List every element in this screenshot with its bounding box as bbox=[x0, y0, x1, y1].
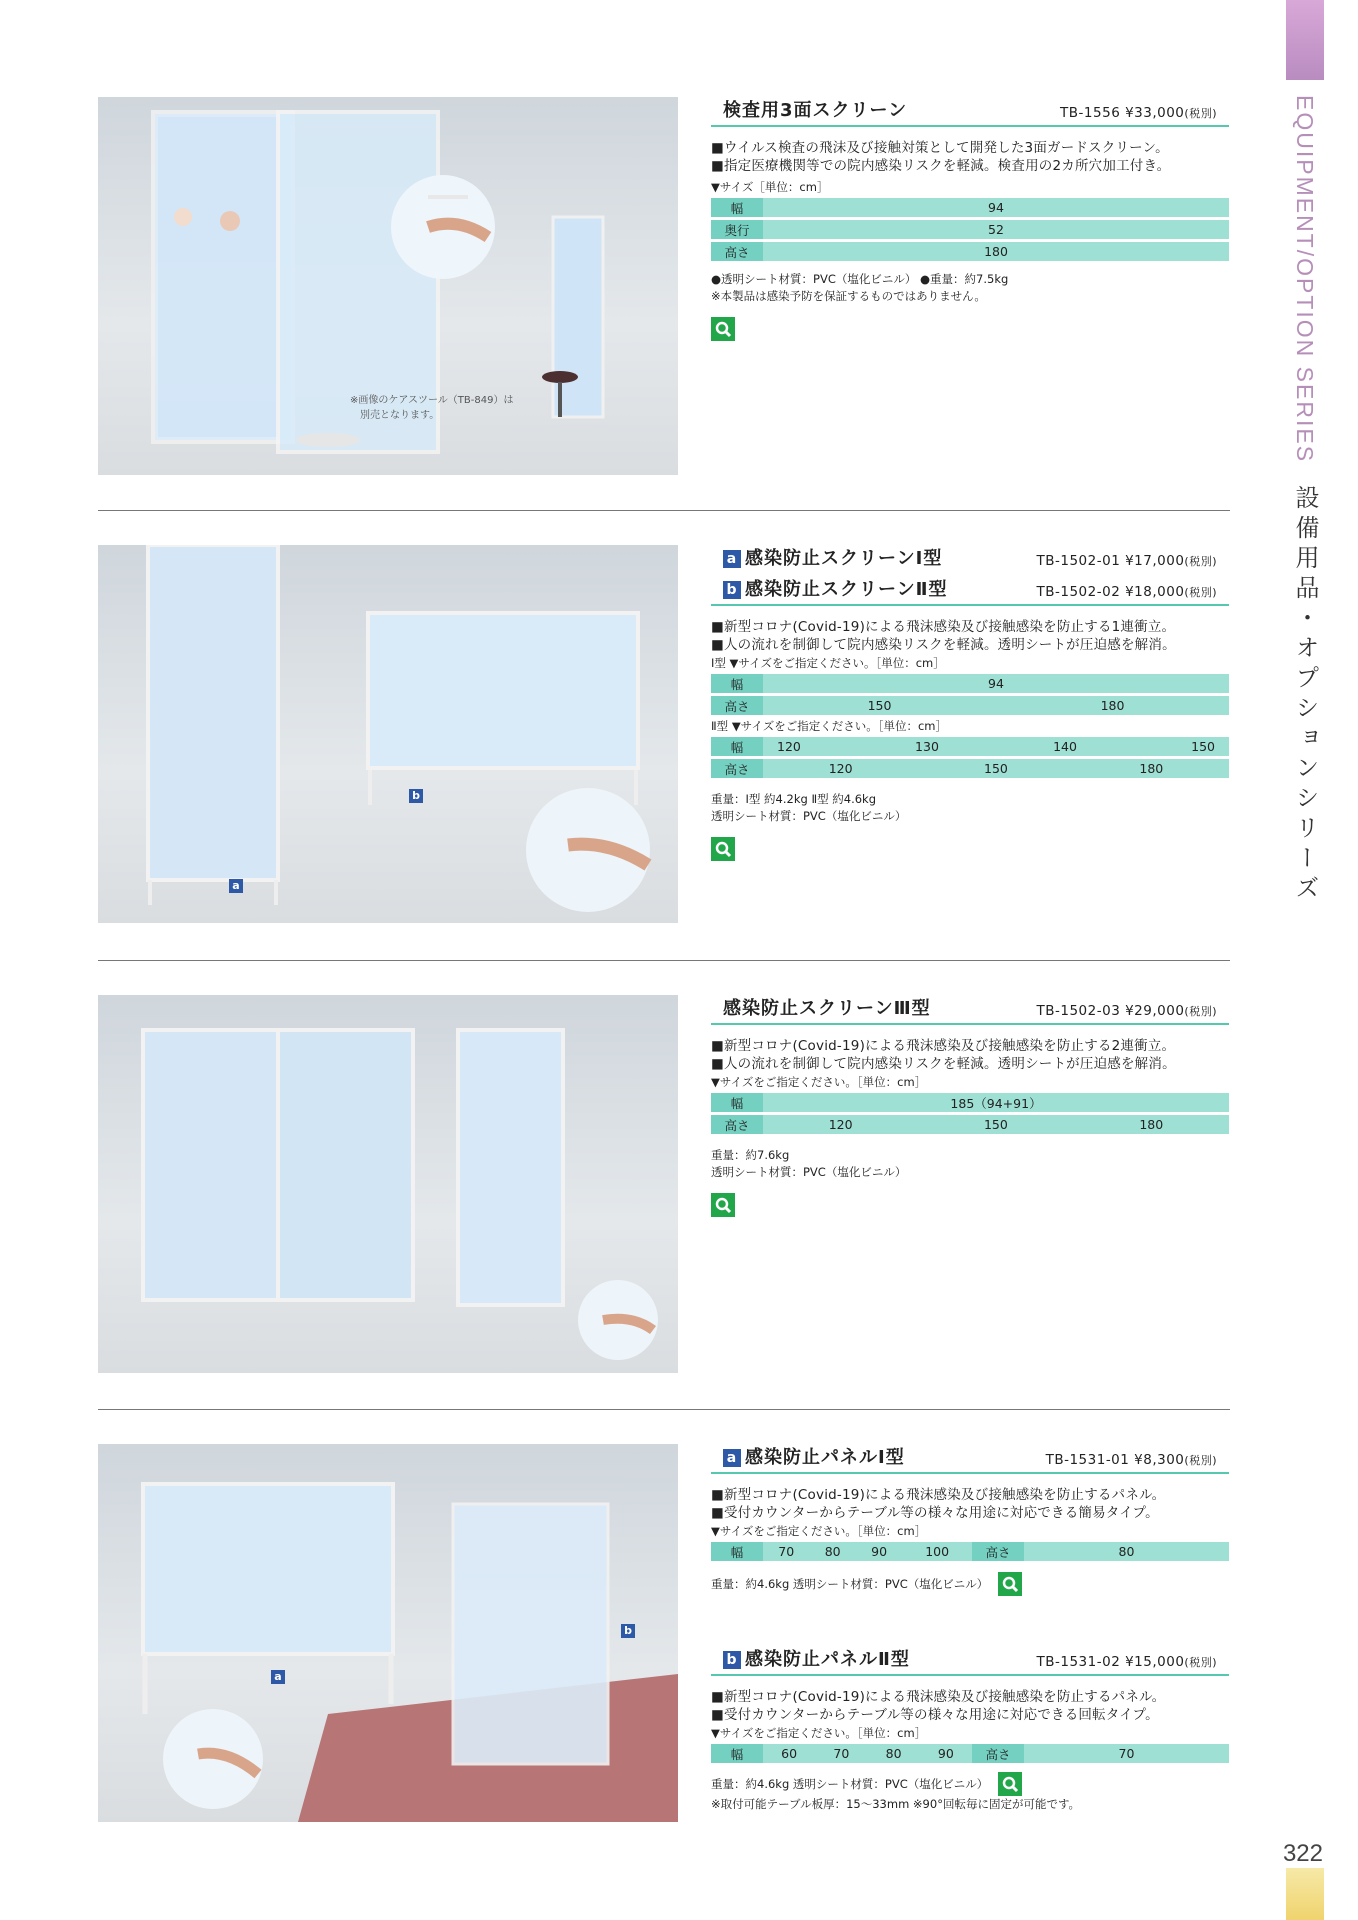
product-title: 検査用3面スクリーン bbox=[723, 100, 908, 121]
code-text: TB-1556 ¥33,000 bbox=[1060, 105, 1185, 121]
row-label: 高さ bbox=[972, 1542, 1024, 1561]
title-row bbox=[711, 1646, 1229, 1676]
desc-line: ■指定医療機関等での院内感染リスクを軽減。検査用の2カ所穴加工付き。 bbox=[711, 158, 1171, 174]
weight: 重量：約7.6kg bbox=[711, 1148, 790, 1162]
product-title-a bbox=[723, 544, 942, 570]
row-label: 幅 bbox=[711, 1093, 763, 1112]
spec-text: 重量：約4.6kg 透明シート材質：PVC（塩化ビニル） bbox=[711, 1776, 989, 1791]
product-screen-type-1-2 bbox=[711, 545, 1229, 865]
badge-b: b bbox=[723, 1651, 741, 1669]
product-description bbox=[711, 1486, 1229, 1522]
desc-line: ■ウイルス検査の飛沫及び接触対策として開発した3面ガードスクリーン。 bbox=[711, 140, 1169, 156]
table-row bbox=[711, 1115, 1229, 1134]
photo-badge-b: b bbox=[621, 1624, 635, 1638]
row-value: 180 bbox=[1074, 759, 1229, 778]
size-label: ▼サイズ［単位：cm］ bbox=[711, 180, 829, 194]
cell: 90 bbox=[920, 1744, 972, 1763]
table-row bbox=[711, 674, 1229, 693]
cell: 80 bbox=[1024, 1542, 1229, 1561]
table-row bbox=[711, 1744, 1229, 1763]
sidebar-bottom-bar bbox=[1286, 1868, 1324, 1920]
desc-line: ■新型コロナ(Covid-19)による飛沫感染及び接触感染を防止する2連衝立。 bbox=[711, 1038, 1176, 1054]
row-value: 94 bbox=[763, 674, 1229, 693]
size-label-type1: Ⅰ型 ▼サイズをご指定ください。［単位：cm］ bbox=[711, 656, 945, 670]
cell: 80 bbox=[809, 1542, 855, 1561]
cell: 120 bbox=[777, 739, 801, 754]
table-row bbox=[711, 737, 1229, 756]
desc-line: ■新型コロナ(Covid-19)による飛沫感染及び接触感染を防止するパネル。 bbox=[711, 1487, 1166, 1503]
product-code-price bbox=[1046, 1452, 1217, 1468]
spec-line bbox=[711, 1772, 1229, 1796]
cell: 90 bbox=[856, 1542, 902, 1561]
row-label: 幅 bbox=[711, 1744, 763, 1763]
row-label: 幅 bbox=[711, 1542, 763, 1561]
photo-note-line1: ※画像のケアスツール（TB-849）は bbox=[350, 395, 514, 406]
tax-note: (税別) bbox=[1184, 1454, 1217, 1467]
panel-illustration bbox=[98, 1444, 678, 1822]
row-value: 180 bbox=[996, 696, 1229, 715]
row-label: 高さ bbox=[711, 759, 763, 778]
badge-b: b bbox=[723, 581, 741, 599]
table-row bbox=[711, 198, 1229, 217]
title-text: 感染防止スクリーンⅠ型 bbox=[745, 548, 943, 569]
product-panel-type-1 bbox=[711, 1444, 1229, 1596]
tax-note: (税別) bbox=[1184, 107, 1217, 120]
product-title-b bbox=[723, 575, 948, 601]
screen-illustration bbox=[98, 545, 678, 923]
title-text: 感染防止パネルⅡ型 bbox=[745, 1649, 910, 1670]
cell: 100 bbox=[902, 1542, 972, 1561]
sidebar-top-bar bbox=[1286, 0, 1324, 80]
desc-line: ■受付カウンターからテーブル等の様々な用途に対応できる簡易タイプ。 bbox=[711, 1505, 1159, 1521]
product-description bbox=[711, 1037, 1229, 1073]
row-value: 120 bbox=[763, 1115, 918, 1134]
page-number: 322 bbox=[1282, 1840, 1323, 1867]
size-table bbox=[711, 1090, 1229, 1137]
product-3-panel-screen bbox=[711, 97, 1229, 345]
desc-line: ■新型コロナ(Covid-19)による飛沫感染及び接触感染を防止する1連衝立。 bbox=[711, 619, 1176, 635]
row-value: 120 bbox=[763, 759, 918, 778]
tax-note: (税別) bbox=[1184, 555, 1217, 568]
cell: 70 bbox=[815, 1744, 867, 1763]
row-value: 150 bbox=[918, 759, 1073, 778]
magnifier-icon[interactable] bbox=[711, 1193, 735, 1217]
code-text: TB-1531-02 ¥15,000 bbox=[1036, 1654, 1185, 1670]
cell: 70 bbox=[1024, 1744, 1229, 1763]
sidebar-jp: 設備用品・オプションシリーズ bbox=[1291, 485, 1319, 906]
table-row bbox=[711, 759, 1229, 778]
title-text: 感染防止パネルⅠ型 bbox=[745, 1447, 905, 1468]
row-label: 幅 bbox=[711, 198, 763, 217]
row-value: 94 bbox=[763, 198, 1229, 217]
row-value: 52 bbox=[763, 220, 1229, 239]
section-divider bbox=[98, 1409, 1230, 1410]
row-value: 180 bbox=[1074, 1115, 1229, 1134]
size-label: ▼サイズをご指定ください。［単位：cm］ bbox=[711, 1524, 927, 1538]
product-description bbox=[711, 1688, 1229, 1724]
tax-note: (税別) bbox=[1184, 1005, 1217, 1018]
desc-line: ■人の流れを制御して院内感染リスクを軽減。透明シートが圧迫感を解消。 bbox=[711, 1056, 1176, 1072]
spec-line bbox=[711, 1572, 1229, 1596]
badge-a: a bbox=[723, 1449, 741, 1467]
table-row bbox=[711, 220, 1229, 239]
screen-illustration bbox=[98, 995, 678, 1373]
row-value: 180 bbox=[763, 242, 1229, 261]
desc-line: ■人の流れを制御して院内感染リスクを軽減。透明シートが圧迫感を解消。 bbox=[711, 637, 1176, 653]
tax-note: (税別) bbox=[1184, 1656, 1217, 1669]
product-title bbox=[723, 1443, 905, 1469]
code-text: TB-1502-02 ¥18,000 bbox=[1036, 584, 1185, 600]
title-row-b bbox=[711, 573, 1229, 606]
product-code-price bbox=[1037, 1003, 1218, 1019]
title-row bbox=[711, 97, 1229, 127]
size-table-type2 bbox=[711, 734, 1229, 781]
photo-screen-type-3 bbox=[98, 995, 678, 1373]
row-label: 高さ bbox=[711, 242, 763, 261]
product-code-price bbox=[1060, 105, 1217, 121]
product-title: 感染防止スクリーンⅢ型 bbox=[723, 998, 931, 1019]
product-description bbox=[711, 139, 1229, 175]
photo-badge-a: a bbox=[229, 879, 243, 893]
cell: 150 bbox=[1191, 739, 1215, 754]
cell: 80 bbox=[868, 1744, 920, 1763]
title-row-a bbox=[711, 545, 1229, 573]
product-title bbox=[723, 1645, 910, 1671]
row-label: 高さ bbox=[711, 696, 763, 715]
cell: 130 bbox=[915, 739, 939, 754]
magnifier-icon[interactable] bbox=[711, 837, 735, 861]
row-label: 奥行 bbox=[711, 220, 763, 239]
row-label: 高さ bbox=[711, 1115, 763, 1134]
title-row bbox=[711, 995, 1229, 1025]
section-divider bbox=[98, 510, 1230, 511]
desc-line: ■新型コロナ(Covid-19)による飛沫感染及び接触感染を防止するパネル。 bbox=[711, 1689, 1166, 1705]
photo-panel-type-1-2 bbox=[98, 1444, 678, 1822]
photo-3-panel-screen bbox=[98, 97, 678, 475]
cell: 70 bbox=[763, 1542, 809, 1561]
title-row bbox=[711, 1444, 1229, 1474]
cell: 60 bbox=[763, 1744, 815, 1763]
notice: ※本製品は感染予防を保証するものではありません。 bbox=[711, 289, 986, 303]
size-table bbox=[711, 195, 1229, 264]
material: 透明シート材質：PVC（塩化ビニル） bbox=[711, 1165, 907, 1179]
mounting-note: ※取付可能テーブル板厚：15～33mm ※90°回転毎に固定が可能です。 bbox=[711, 1797, 1081, 1811]
size-table bbox=[711, 1741, 1229, 1766]
photo-badge-a: a bbox=[271, 1670, 285, 1684]
row-value bbox=[763, 737, 1229, 756]
photo-note bbox=[350, 393, 513, 423]
spec-text: 重量：約4.6kg 透明シート材質：PVC（塩化ビニル） bbox=[711, 1576, 989, 1591]
photo-screen-type-1-2 bbox=[98, 545, 678, 923]
product-code-price-a bbox=[1037, 553, 1218, 569]
table-row bbox=[711, 242, 1229, 261]
row-value: 185（94+91） bbox=[763, 1093, 1229, 1112]
material: ●透明シート材質：PVC（塩化ビニル） ●重量：約7.5kg bbox=[711, 272, 1009, 286]
row-label: 幅 bbox=[711, 674, 763, 693]
title-text: 感染防止スクリーンⅡ型 bbox=[745, 579, 948, 600]
magnifier-icon[interactable] bbox=[998, 1572, 1022, 1596]
row-label: 幅 bbox=[711, 737, 763, 756]
product-description bbox=[711, 618, 1229, 654]
magnifier-icon[interactable] bbox=[711, 317, 735, 341]
desc-line: ■受付カウンターからテーブル等の様々な用途に対応できる回転タイプ。 bbox=[711, 1707, 1159, 1723]
photo-note-line2: 別売となります。 bbox=[360, 410, 440, 421]
size-table bbox=[711, 1539, 1229, 1564]
code-text: TB-1502-03 ¥29,000 bbox=[1036, 1003, 1185, 1019]
tax-note: (税別) bbox=[1184, 586, 1217, 599]
size-table-type1 bbox=[711, 671, 1229, 718]
size-label: ▼サイズをご指定ください。［単位：cm］ bbox=[711, 1075, 927, 1089]
size-label: ▼サイズをご指定ください。［単位：cm］ bbox=[711, 1726, 927, 1740]
product-code-price bbox=[1037, 1654, 1218, 1670]
row-label: 高さ bbox=[972, 1744, 1024, 1763]
table-row bbox=[711, 1542, 1229, 1561]
magnifier-icon[interactable] bbox=[998, 1772, 1022, 1796]
photo-badge-b: b bbox=[409, 789, 423, 803]
material: 透明シート材質：PVC（塩化ビニル） bbox=[711, 809, 907, 823]
row-value: 150 bbox=[763, 696, 996, 715]
sidebar-en: EQUIPMENT/OPTION SERIES bbox=[1292, 95, 1318, 464]
size-label-type2: Ⅱ型 ▼サイズをご指定ください。［単位：cm］ bbox=[711, 719, 948, 733]
product-screen-type-3 bbox=[711, 995, 1229, 1221]
row-value: 150 bbox=[918, 1115, 1073, 1134]
product-code-price-b bbox=[1037, 584, 1218, 600]
section-divider bbox=[98, 960, 1230, 961]
product-panel-type-2 bbox=[711, 1646, 1229, 1813]
badge-a: a bbox=[723, 550, 741, 568]
weight: 重量：Ⅰ型 約4.2kg Ⅱ型 約4.6kg bbox=[711, 792, 877, 806]
table-row bbox=[711, 696, 1229, 715]
code-text: TB-1531-01 ¥8,300 bbox=[1045, 1452, 1185, 1468]
cell: 140 bbox=[1053, 739, 1077, 754]
table-row bbox=[711, 1093, 1229, 1112]
code-text: TB-1502-01 ¥17,000 bbox=[1036, 553, 1185, 569]
sidebar-label bbox=[1286, 95, 1324, 905]
